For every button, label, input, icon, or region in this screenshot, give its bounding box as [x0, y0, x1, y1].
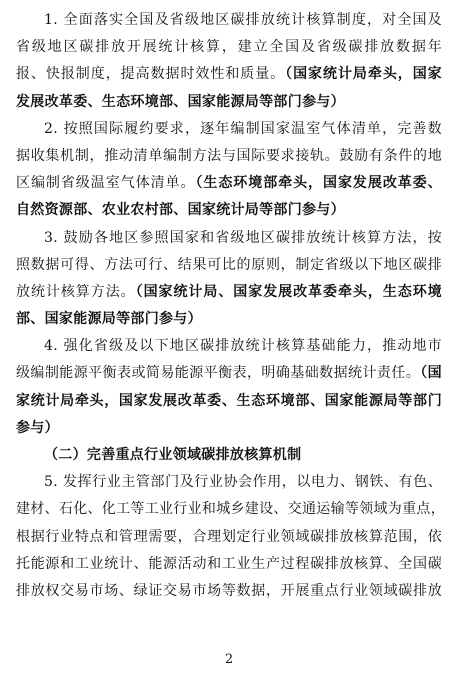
responsibility-note: （国 [420, 365, 442, 382]
responsibility-note: 参与） [16, 419, 59, 436]
text-line: 省级地区碳排放开展统计核算，建立全国及省级碳排放数据年 [16, 39, 442, 56]
responsibility-note: 自然资源部、农业农村部、国家统计局等部门参与） [16, 202, 345, 219]
paragraph-3 [16, 225, 442, 334]
section-heading: （二）完善重点行业领域碳排放核算机制 [44, 447, 302, 463]
text-line [16, 170, 442, 197]
text-line: 3. 鼓励各地区参照国家和省级地区碳排放统计核算方法，按 [44, 229, 442, 246]
text-line: 据收集机制，推动清单编制方法与国际要求接轨。鼓励有条件的地 [16, 147, 442, 164]
text-line: 排放权交易市场、绿证交易市场等数据，开展重点行业领域碳排放 [16, 582, 442, 599]
text-line: 5. 发挥行业主管部门及行业协会作用，以电力、钢铁、有色、 [44, 474, 442, 491]
text-line: 托能源和工业统计、能源活动和工业生产过程碳排放核算、全国碳 [16, 555, 442, 572]
paragraph-2 [16, 116, 442, 225]
responsibility-note: 发展改革委、生态环境部、国家能源局等部门参与） [16, 93, 345, 110]
document-page [16, 7, 445, 605]
text-line [16, 360, 442, 387]
paragraph-1 [16, 7, 442, 116]
text-run: 级编制能源平衡表或简易能源平衡表，明确基础数据统计责任。 [16, 365, 421, 382]
text-line: 2. 按照国际履约要求，逐年编制国家温室气体清单，完善数 [44, 120, 442, 137]
paragraph-4 [16, 333, 442, 442]
responsibility-note: （生态环境部牵头，国家发展改革委、 [195, 175, 442, 192]
text-line: 建材、石化、化工等工业行业和城乡建设、交通运输等领域为重点， [16, 501, 445, 518]
text-run: 放统计核算方法。 [16, 283, 136, 300]
text-line: 照数据可得、方法可行、结果可比的原则，制定省级以下地区碳排 [16, 256, 442, 273]
text-run: 区编制省级温室气体清单。 [16, 175, 196, 192]
text-run: 报、快报制度，提高数据时效性和质量。 [16, 66, 286, 83]
text-line [16, 279, 442, 306]
text-line: 1. 全面落实全国及省级地区碳排放统计核算制度，对全国及 [44, 12, 442, 28]
text-line: 4. 强化省级及以下地区碳排放统计核算基础能力，推动地市 [44, 338, 442, 355]
responsibility-note: 部、国家能源局等部门参与） [16, 311, 202, 328]
responsibility-note: （国家统计局、国家发展改革委牵头，生态环境 [135, 283, 442, 300]
responsibility-note: （国家统计局牵头，国家 [285, 66, 442, 83]
text-line [16, 61, 442, 88]
paragraph-5 [16, 469, 445, 605]
text-line: 根据行业特点和管理需要，合理划定行业领域碳排放核算范围，依 [16, 528, 442, 545]
page-number: 2 [224, 652, 234, 667]
responsibility-note: 家统计局牵头，国家发展改革委、生态环境部、国家能源局等部门 [16, 392, 442, 409]
